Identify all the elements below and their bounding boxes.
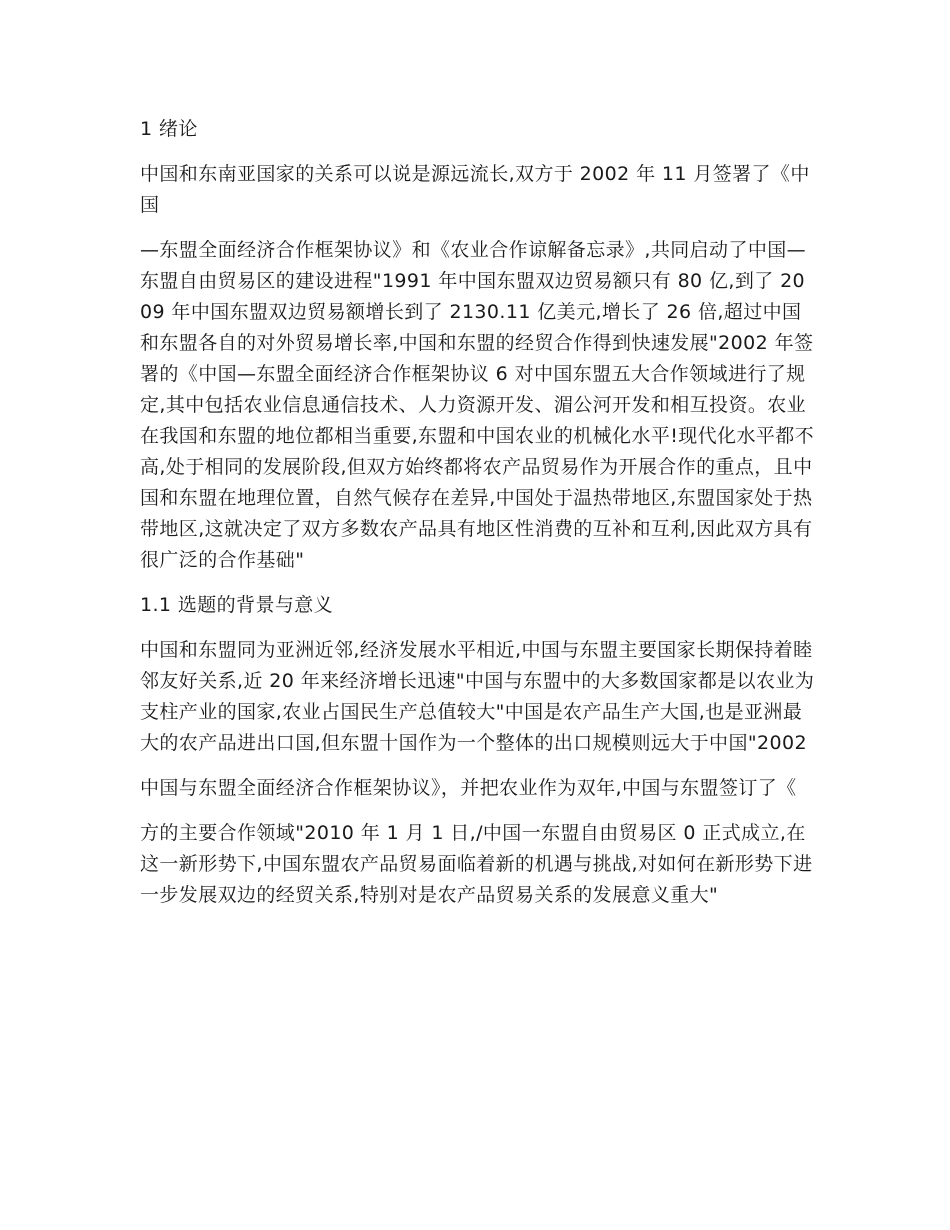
paragraph-4: 中国与东盟全面经济合作框架协议》，并把农业作为双年,中国与东盟签订了《 <box>140 777 797 799</box>
section-heading-background: 1.1 选题的背景与意义 <box>140 594 334 616</box>
paragraph-5: 方的主要合作领域"2010 年 1 月 1 日,/中国一东盟自由贸易区 0 正式成立,在这一新形势下,中国东盟农产品贸易面临着新的机遇与挑战,对如何在新形势下进一步发展双边的经贸关系,特别对是农产品贸易关系的发展意义重大" <box>140 822 813 906</box>
document-page <box>140 114 815 925</box>
section-heading-introduction: 1 绪论 <box>140 118 198 140</box>
paragraph-1: 中国和东南亚国家的关系可以说是源远流长,双方于 2002 年 11 月签署了《中国 <box>140 163 810 216</box>
paragraph-2: —东盟全面经济合作框架协议》和《农业合作谅解备忘录》,共同启动了中国—东盟自由贸易区的建设进程"1991 年中国东盟双边贸易额只有 80 亿,到了 2009 年中国东盟双边贸易额增长到了 2130.11 亿美元,增长了 26 倍,超过中国和东盟各自的对外贸易增长率,中国和东盟的经贸合作得到快速发展"2002 年签署的《中国—东盟全面经济合作框架协议 6 对中国东盟五大合作领域进行了规定,其中包括农业信息通信技术、人力资源开发、湄公河开发和相互投资。农业在我国和东盟的地位都相当重要,东盟和中国农业的机械化水平!现代化水平都不高,处于相同的发展阶段,但双方始终都将农产品贸易作为开展合作的重点，且中国和东盟在地理位置，自然气候存在差异,中国处于温热带地区,东盟国家处于热带地区,这就决定了双方多数农产品具有地区性消费的互补和互利,因此双方具有很广泛的合作基础" <box>140 239 815 571</box>
paragraph-3: 中国和东盟同为亚洲近邻,经济发展水平相近,中国与东盟主要国家长期保持着睦邻友好关系,近 20 年来经济增长迅速"中国与东盟中的大多数国家都是以农业为支柱产业的国家,农业占国民生产总值较大"中国是农产品生产大国,也是亚洲最大的农产品进出口国,但东盟十国作为一个整体的出口规模则远大于中国"2002 <box>140 639 815 754</box>
